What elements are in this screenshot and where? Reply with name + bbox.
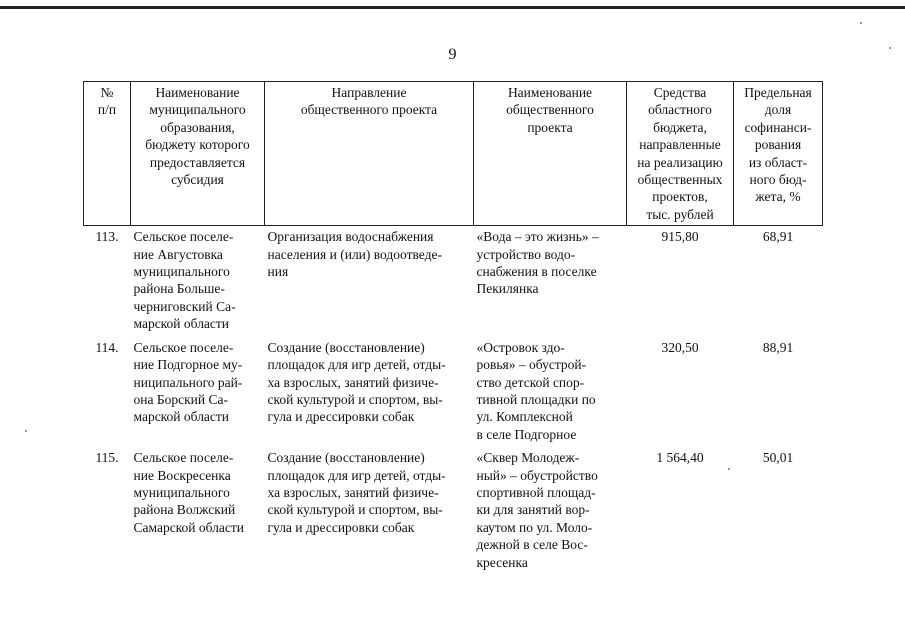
- header-funds: Средства областного бюджета, направленные на реализацию общественных проектов, тыс. рублей: [627, 82, 734, 226]
- row-funds: 320,50: [661, 339, 699, 355]
- row-number: 114.: [95, 339, 119, 355]
- row-funds: 915,80: [661, 229, 699, 245]
- table-row: [84, 447, 823, 575]
- scan-speck: [860, 22, 862, 24]
- row-municipality: Сельское поселе- ние Августовка муниципального района Больше- черниговский Са- марской области: [133, 229, 236, 332]
- page-number: 9: [448, 46, 457, 63]
- header-direction: Направление общественного проекта: [265, 82, 474, 226]
- header-share: Предельная доля софинанси- рования из област- ного бюд- жета, %: [734, 82, 823, 226]
- row-direction: Создание (восстановление) площадок для игр детей, отды- ха взрослых, занятий физиче- ской культурой и спортом, вы- гула и дрессировки собак: [267, 450, 446, 535]
- row-share: 68,91: [762, 229, 794, 245]
- table-row: [84, 337, 823, 447]
- row-project: «Вода – это жизнь» – устройство водо- снабжения в поселке Пекилянка: [476, 229, 599, 297]
- row-funds: 1 564,40: [656, 450, 704, 466]
- row-share: 50,01: [762, 450, 794, 466]
- scan-speck: [25, 430, 27, 432]
- row-number: 113.: [95, 229, 119, 245]
- row-municipality: Сельское поселе- ние Воскресенка муниципального района Волжский Самарской области: [133, 450, 245, 535]
- subsidy-table: [83, 81, 823, 575]
- header-number: № п/п: [84, 82, 131, 226]
- row-number: 115.: [95, 450, 119, 466]
- row-project: «Островок здо- ровья» – обустрой- ство детской спор- тивной площадки по ул. Комплексной в селе Подгорное: [476, 339, 596, 442]
- row-direction: Создание (восстановление) площадок для игр детей, отды- ха взрослых, занятий физиче- ской культурой и спортом, вы- гула и дрессировки собак: [267, 339, 446, 425]
- row-direction: Организация водоснабжения населения и (или) водоотведе- ния: [267, 229, 442, 280]
- row-project: «Сквер Молодеж- ный» – обустройство спортивной площад- ки для занятий вор- каутом по ул. Моло- дежной в селе Вос- кресенка: [476, 450, 598, 570]
- scan-speck: [889, 47, 891, 49]
- top-border-line: [0, 6, 905, 9]
- header-row: [84, 82, 823, 226]
- header-municipality: Наименование муниципального образования, бюджету которого предоставляется субсидия: [131, 82, 265, 226]
- row-municipality: Сельское поселе- ние Подгорное му- ниципального рай- она Борский Са- марской области: [133, 339, 243, 425]
- header-project: Наименование общественного проекта: [474, 82, 627, 226]
- row-share: 88,91: [762, 339, 794, 355]
- table-row: [84, 226, 823, 337]
- scan-speck: [728, 468, 730, 470]
